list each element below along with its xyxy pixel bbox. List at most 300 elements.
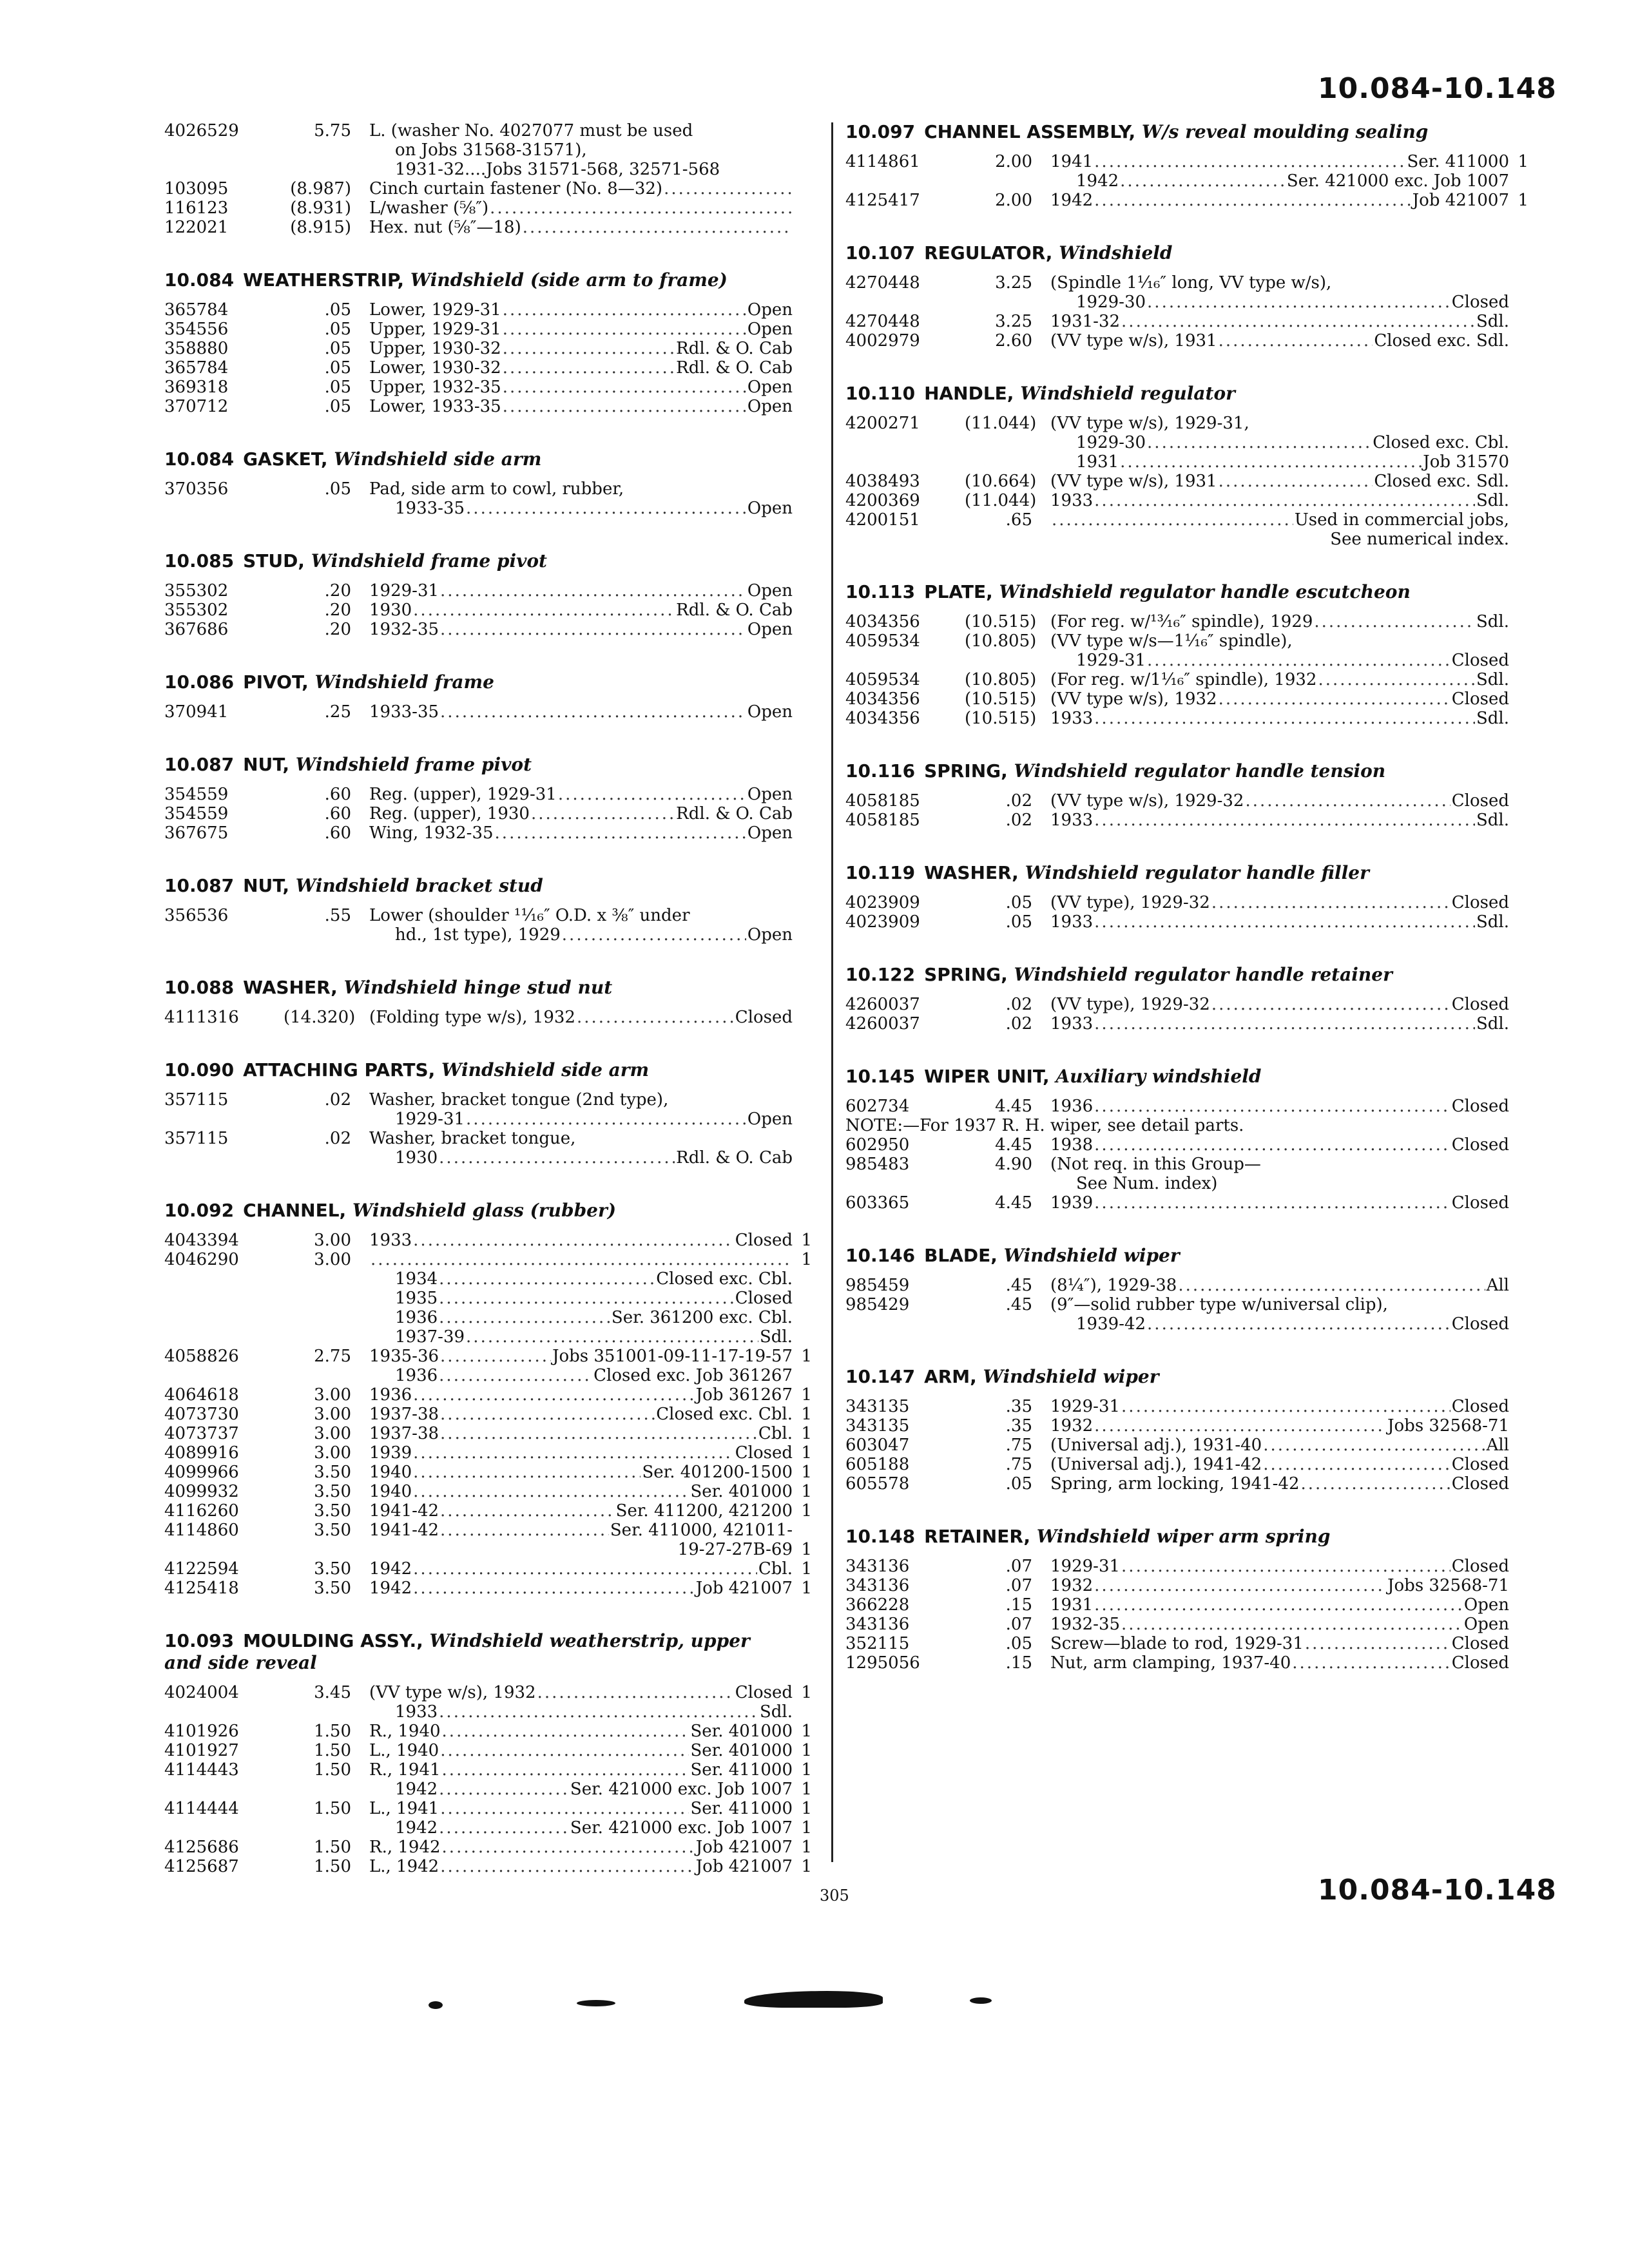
part-number: 4059534: [845, 631, 920, 651]
part-number: 355302: [164, 581, 229, 601]
group-price: .45: [1005, 1276, 1032, 1295]
description-text: 1933: [1050, 709, 1094, 728]
part-number: [164, 1148, 284, 1168]
group-price: .15: [1005, 1653, 1032, 1673]
part-description: [369, 1780, 793, 1799]
description-text: Lower (shoulder ¹¹⁄₁₆″ O.D. x ⅜″ under: [369, 906, 690, 925]
part-number: 602734: [845, 1097, 910, 1116]
description-text: (VV type w/s), 1929-31,: [1050, 414, 1249, 433]
part-number: 4101927: [164, 1741, 239, 1760]
part-number: [164, 499, 284, 518]
application-text: Closed: [1451, 1135, 1509, 1155]
application-text: Open: [747, 581, 793, 601]
part-number: 357115: [164, 1129, 229, 1148]
part-description: [1050, 1174, 1509, 1193]
group-price: (14.320): [284, 1008, 356, 1027]
part-row: [845, 670, 1509, 689]
section-name: REGULATOR,: [924, 242, 1053, 264]
group-price: .02: [1005, 791, 1032, 811]
part-description: [369, 1501, 793, 1521]
part-number: 4200151: [845, 510, 920, 530]
part-description: [1050, 651, 1509, 670]
part-row: [845, 791, 1509, 811]
section-number: 10.116: [845, 760, 916, 782]
description-text: L., 1941: [369, 1799, 439, 1818]
group-price: [965, 1174, 1050, 1193]
quantity: 1: [801, 1482, 812, 1501]
part-number: 4073730: [164, 1405, 239, 1424]
part-number: 354556: [164, 320, 229, 339]
section-name: NUT,: [243, 754, 289, 775]
part-description: [1050, 1135, 1509, 1155]
part-row: [164, 823, 793, 843]
part-description: [369, 804, 793, 823]
part-number: 603365: [845, 1193, 910, 1213]
section-gap: [164, 1598, 793, 1630]
group-price: 2.60: [995, 331, 1032, 351]
part-number: 4125687: [164, 1857, 239, 1876]
group-price: [284, 1269, 369, 1289]
section-name: CHANNEL,: [243, 1200, 347, 1221]
part-row: [164, 1366, 793, 1385]
quantity: 1: [801, 1347, 812, 1366]
section-title: [845, 121, 1509, 143]
part-number: 370712: [164, 397, 229, 416]
description-text: 1929-31: [1076, 651, 1146, 670]
section-name: PIVOT,: [243, 671, 309, 693]
group-price: .35: [1005, 1397, 1032, 1416]
group-price: .02: [1005, 811, 1032, 830]
part-number: 4073737: [164, 1424, 239, 1443]
catalog-section: [164, 269, 793, 416]
part-row: [845, 1155, 1509, 1174]
description-text: 1942: [395, 1780, 438, 1799]
leader-dots: [1314, 612, 1475, 631]
application-text: Closed: [735, 1231, 793, 1250]
part-row: [164, 1741, 812, 1760]
part-row: [164, 1818, 812, 1838]
group-price: 3.25: [995, 312, 1032, 331]
part-number: 343135: [845, 1397, 910, 1416]
part-description: [369, 1741, 793, 1760]
section-gap: [164, 1876, 793, 1908]
description-text: (Folding type w/s), 1932: [369, 1008, 575, 1027]
part-number: 370356: [164, 479, 229, 499]
part-description: [1050, 472, 1509, 491]
catalog-section: [845, 242, 1509, 351]
group-price: .15: [1005, 1595, 1032, 1615]
part-description: [369, 1090, 793, 1110]
leader-dots: [1094, 811, 1475, 830]
part-number: [164, 1327, 284, 1347]
part-row: [845, 171, 1509, 191]
section-number: 10.093: [164, 1630, 235, 1651]
leader-dots: [1263, 1436, 1485, 1455]
part-number: 985429: [845, 1295, 910, 1314]
part-description: [369, 823, 793, 843]
quantity: 1: [801, 1741, 812, 1760]
group-price: [965, 452, 1050, 472]
catalog-section: [845, 121, 1528, 210]
application-text: 19-27-27B-69: [677, 1540, 793, 1559]
part-number: 4114860: [164, 1521, 239, 1540]
part-description: [1050, 791, 1509, 811]
section-title: [164, 269, 793, 291]
application-text: Ser. 421000 exc. Job 1007: [570, 1818, 793, 1838]
part-number: [845, 1314, 965, 1334]
scan-artifact: [970, 1997, 992, 2004]
group-price: 3.45: [314, 1683, 351, 1702]
description-text: 1935: [395, 1289, 438, 1308]
description-text: Screw—blade to rod, 1929-31: [1050, 1634, 1304, 1653]
part-number: 365784: [164, 358, 229, 378]
section-title: [845, 242, 1509, 264]
leader-dots: [439, 1366, 592, 1385]
part-number: 4026529: [164, 121, 239, 140]
part-description: [369, 1521, 793, 1540]
part-row: [845, 612, 1509, 631]
group-price: [284, 1818, 369, 1838]
description-text: See Num. index): [1076, 1174, 1218, 1193]
part-description: [1050, 1474, 1509, 1494]
leader-dots: [503, 320, 746, 339]
part-description: [1050, 171, 1509, 191]
leader-dots: [503, 358, 675, 378]
catalog-section: [845, 964, 1509, 1033]
catalog-section: [845, 1526, 1509, 1673]
leader-dots: [442, 1838, 695, 1857]
leader-dots: [440, 1521, 609, 1540]
part-number: 4058826: [164, 1347, 239, 1366]
section-gap: [845, 1494, 1509, 1526]
part-row: [845, 452, 1509, 472]
part-row: [164, 1482, 812, 1501]
section-title: [845, 383, 1509, 405]
application-text: Closed: [1451, 293, 1509, 312]
group-price: (10.664): [965, 472, 1037, 491]
scan-artifact: [577, 2000, 615, 2006]
part-row: [164, 499, 793, 518]
group-price: .45: [1005, 1295, 1032, 1314]
catalog-section: [845, 862, 1509, 932]
catalog-section: [845, 760, 1509, 830]
description-text: 1932-35: [369, 620, 439, 639]
group-price: .60: [324, 804, 351, 823]
group-price: 1.50: [314, 1799, 351, 1818]
part-description: [369, 1818, 793, 1838]
part-number: 4114444: [164, 1799, 239, 1818]
catalog-section: [845, 581, 1509, 728]
part-row: [164, 1780, 812, 1799]
part-number: 357115: [164, 1090, 229, 1110]
application-text: Closed exc. Cbl.: [656, 1269, 793, 1289]
section-name: BLADE,: [924, 1245, 998, 1266]
part-number: 4111316: [164, 1008, 239, 1027]
section-name: STUD,: [243, 550, 305, 572]
part-number: 4200369: [845, 491, 920, 510]
part-description: [369, 339, 793, 358]
group-price: (10.515): [965, 689, 1037, 709]
part-row: [845, 651, 1509, 670]
leader-dots: [1147, 1314, 1451, 1334]
group-price: .05: [1005, 1634, 1032, 1653]
section-name: PLATE,: [924, 581, 993, 602]
leader-dots: [440, 1405, 655, 1424]
part-description: [1050, 995, 1509, 1014]
quantity: 1: [801, 1722, 812, 1741]
quantity: 1: [801, 1683, 812, 1702]
catalog-section: [164, 671, 793, 722]
part-row: [164, 1129, 793, 1148]
part-description: [369, 479, 793, 499]
description-text: R., 1941: [369, 1760, 441, 1780]
part-description: [369, 1482, 793, 1501]
section-title: [845, 862, 1509, 884]
section-gap: [845, 1033, 1509, 1066]
application-text: Cbl.: [758, 1559, 793, 1579]
part-description: [369, 1366, 793, 1385]
application-text: Closed: [735, 1443, 793, 1463]
part-row: [164, 1540, 812, 1559]
group-price: .05: [324, 320, 351, 339]
application-text: Ser. 421000 exc. Job 1007: [1286, 171, 1509, 191]
section-number: 10.113: [845, 581, 916, 602]
application-text: Job 31570: [1423, 452, 1509, 472]
part-description: [369, 300, 793, 320]
part-row: [845, 1174, 1509, 1193]
part-description: [1050, 670, 1509, 689]
part-number: [164, 1366, 284, 1385]
catalog-section: [845, 1366, 1509, 1494]
part-number: 4059534: [845, 670, 920, 689]
leader-dots: [1094, 912, 1475, 932]
section-description: Windshield frame: [314, 671, 494, 693]
section-number: 10.122: [845, 964, 916, 985]
quantity: 1: [801, 1818, 812, 1838]
description-text: R., 1940: [369, 1722, 441, 1741]
section-name: WASHER,: [243, 977, 338, 998]
leader-dots: [490, 198, 791, 218]
part-number: 605188: [845, 1455, 910, 1474]
application-text: Closed exc. Sdl.: [1374, 472, 1509, 491]
part-row: [845, 433, 1509, 452]
part-description: [369, 397, 793, 416]
section-title: [164, 1630, 793, 1674]
section-title: [845, 1245, 1509, 1267]
part-number: 4099932: [164, 1482, 239, 1501]
leader-dots: [1094, 1097, 1451, 1116]
description-text: (For reg. w/1¹⁄₁₆″ spindle), 1932: [1050, 670, 1317, 689]
description-text: (Spindle 1¹⁄₁₆″ long, VV type w/s),: [1050, 273, 1332, 293]
part-number: 4260037: [845, 1014, 920, 1033]
part-description: [1050, 612, 1509, 631]
part-number: 354559: [164, 804, 229, 823]
page-range-bottom: 10.084-10.148: [1318, 1874, 1557, 1907]
leader-dots: [413, 1443, 734, 1463]
application-text: Ser. 411000, 421011-: [610, 1521, 793, 1540]
section-number: 10.090: [164, 1059, 235, 1081]
quantity: 1: [801, 1443, 812, 1463]
description-text: 1936: [369, 1385, 412, 1405]
description-text: 1929-30: [1076, 293, 1146, 312]
part-number: 4064618: [164, 1385, 239, 1405]
section-number: 10.092: [164, 1200, 235, 1221]
part-number: 4089916: [164, 1443, 239, 1463]
part-number: 605578: [845, 1474, 910, 1494]
application-text: Used in commercial jobs,: [1294, 510, 1509, 530]
leader-dots: [1094, 491, 1475, 510]
group-price: .20: [324, 601, 351, 620]
description-text: 1933: [395, 1702, 438, 1722]
section-name: GASKET,: [243, 448, 328, 470]
application-text: Ser. 411000: [690, 1799, 793, 1818]
application-text: Rdl. & O. Cab: [676, 601, 793, 620]
part-number: 366228: [845, 1595, 910, 1615]
part-row: [164, 121, 793, 140]
part-description: [369, 1559, 793, 1579]
part-number: 4034356: [845, 709, 920, 728]
leader-dots: [1094, 1416, 1386, 1436]
leader-dots: [440, 1424, 757, 1443]
column-divider: [831, 122, 833, 1862]
group-price: .75: [1005, 1436, 1032, 1455]
part-description: [1050, 312, 1509, 331]
section-name: MOULDING ASSY.,: [243, 1630, 423, 1651]
description-text: (For reg. w/¹³⁄₁₆″ spindle), 1929: [1050, 612, 1313, 631]
application-text: Open: [747, 925, 793, 945]
part-description: [1050, 689, 1509, 709]
part-description: [1050, 1295, 1509, 1314]
part-number: 116123: [164, 198, 229, 218]
quantity: 1: [1518, 191, 1528, 210]
description-text: 1932: [1050, 1576, 1094, 1595]
part-row: [845, 1595, 1509, 1615]
quantity: 1: [801, 1559, 812, 1579]
part-row: [845, 995, 1509, 1014]
part-description: [1050, 1576, 1509, 1595]
part-row: [164, 479, 793, 499]
part-number: 602950: [845, 1135, 910, 1155]
description-text: Hex. nut (⅝″—18): [369, 218, 521, 237]
part-number: 4034356: [845, 612, 920, 631]
group-price: .55: [324, 906, 351, 925]
group-price: [284, 1540, 369, 1559]
group-price: (8.931): [290, 198, 351, 218]
application-text: Rdl. & O. Cab: [676, 339, 793, 358]
part-description: [369, 1443, 793, 1463]
part-number: 343136: [845, 1576, 910, 1595]
section-number: 10.087: [164, 754, 235, 775]
quantity: 1: [1518, 152, 1528, 171]
description-text: R., 1942: [369, 1838, 441, 1857]
description-text: Lower, 1930-32: [369, 358, 501, 378]
application-text: All: [1486, 1436, 1509, 1455]
part-number: 4024004: [164, 1683, 239, 1702]
section-description: Windshield wiper: [1003, 1245, 1180, 1266]
part-row: [164, 1110, 793, 1129]
part-description: [369, 121, 793, 140]
part-row: [845, 191, 1528, 210]
section-description: Windshield (side arm to frame): [410, 269, 728, 291]
part-row: [845, 1474, 1509, 1494]
catalog-section: [164, 1059, 793, 1168]
group-price: .60: [324, 823, 351, 843]
quantity: 1: [801, 1857, 812, 1876]
part-row: [164, 1148, 793, 1168]
application-text: Open: [747, 620, 793, 639]
group-price: .05: [324, 378, 351, 397]
part-description: [369, 1760, 793, 1780]
part-description: [1050, 1155, 1509, 1174]
leader-dots: [1120, 171, 1286, 191]
application-text: Closed: [1451, 1097, 1509, 1116]
section-gap: [164, 416, 793, 448]
leader-dots: [664, 179, 791, 198]
section-description: Windshield bracket stud: [295, 875, 543, 896]
part-description: [369, 1702, 793, 1722]
application-text: Rdl. & O. Cab: [676, 1148, 793, 1168]
leader-dots: [1211, 893, 1451, 912]
description-text: 1939-42: [1076, 1314, 1146, 1334]
section-gap: [845, 549, 1509, 581]
part-number: 4114861: [845, 152, 920, 171]
part-description: [369, 179, 793, 198]
part-description: [369, 1405, 793, 1424]
leader-dots: [1147, 293, 1451, 312]
application-text: Ser. 361200 exc. Cbl.: [611, 1308, 793, 1327]
part-row: [164, 1308, 793, 1327]
quantity: 1: [801, 1463, 812, 1482]
part-row: [164, 1269, 793, 1289]
part-row: [164, 1250, 812, 1269]
part-number: 369318: [164, 378, 229, 397]
application-text: Open: [747, 378, 793, 397]
description-text: 1931: [1050, 1595, 1094, 1615]
part-description: [369, 925, 793, 945]
group-price: 3.00: [314, 1250, 351, 1269]
leader-dots: [440, 620, 746, 639]
part-row: [164, 1521, 793, 1540]
leader-dots: [442, 1760, 689, 1780]
section-number: 10.087: [164, 875, 235, 896]
part-number: [164, 1308, 284, 1327]
leader-dots: [413, 1463, 641, 1482]
application-text: Closed: [1451, 1397, 1509, 1416]
part-description: [1050, 912, 1509, 932]
group-price: [965, 1314, 1050, 1334]
section-description: Windshield glass (rubber): [352, 1200, 616, 1221]
group-price: .20: [324, 620, 351, 639]
section-name: HANDLE,: [924, 383, 1014, 404]
quantity: 1: [801, 1838, 812, 1857]
group-price: (8.915): [290, 218, 351, 237]
group-price: 3.50: [314, 1482, 351, 1501]
part-row: [164, 179, 793, 198]
section-name: SPRING,: [924, 964, 1008, 985]
part-row: [164, 1443, 812, 1463]
part-number: 4125417: [845, 191, 920, 210]
description-text: (VV type w/s), 1932: [369, 1683, 536, 1702]
application-text: Job 421007: [1412, 191, 1509, 210]
part-row: [164, 702, 793, 722]
leader-dots: [413, 1385, 695, 1405]
leader-dots: [577, 1008, 734, 1027]
group-price: .60: [324, 785, 351, 804]
description-text: 1933-35: [369, 702, 439, 722]
leader-dots: [1219, 689, 1451, 709]
description-text: 1936: [395, 1366, 438, 1385]
description-text: 1942: [369, 1579, 412, 1598]
